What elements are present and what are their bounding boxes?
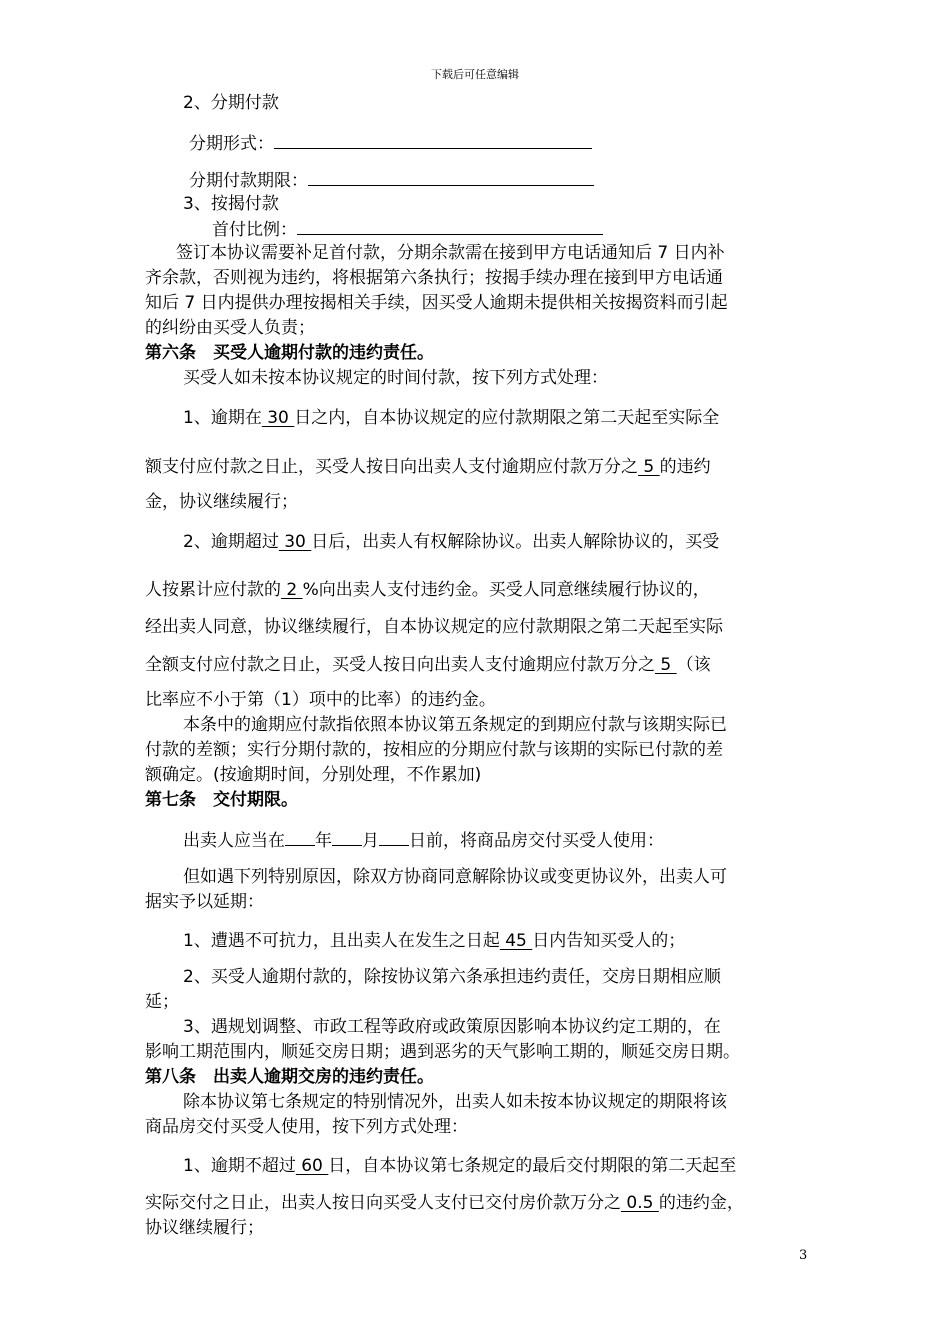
paragraph-line: 知后 7 日内提供办理按揭相关手续，因买受人逾期未提供相关按揭资料而引起 xyxy=(145,293,728,313)
paragraph-line: 商品房交付买受人使用，按下列方式处理： xyxy=(145,1117,468,1137)
paragraph-line: 延； xyxy=(145,992,179,1012)
down-payment-line xyxy=(212,218,603,241)
paragraph-line: 2、买受人逾期付款的，除按协议第六条承担违约责任，交房日期相应顺 xyxy=(183,967,721,987)
section-item-installment: 2、分期付款 xyxy=(183,93,279,113)
text: 日内告知买受人的； xyxy=(532,931,686,951)
text: 日之内，自本协议规定的应付款期限之第二天起至实际全 xyxy=(294,408,720,428)
text: 日后，出卖人有权解除协议。出卖人解除协议的，买受 xyxy=(311,532,720,552)
blank-line xyxy=(274,132,592,149)
text: 2、逾期超过 xyxy=(183,532,279,552)
section-item-mortgage: 3、按揭付款 xyxy=(183,194,279,214)
text: 额支付应付款之日止，买受人按日向出卖人支付逾期应付款万分之 xyxy=(145,457,638,477)
day-blank xyxy=(379,829,409,846)
filled-value: 5 xyxy=(638,457,660,477)
filled-value: 0.5 xyxy=(621,1193,659,1213)
paragraph-line: 据实予以延期： xyxy=(145,892,264,912)
paragraph-line: 额确定。(按逾期时间，分别处理，不作累加) xyxy=(145,765,482,785)
year-blank xyxy=(285,829,315,846)
paragraph-line: 的纠纷由买受人负责； xyxy=(145,318,315,338)
paragraph-line xyxy=(183,930,685,952)
text: 出卖人应当在 xyxy=(183,831,285,851)
installment-form-line xyxy=(189,132,592,155)
text: （该 xyxy=(676,655,711,675)
paragraph-line: 3、遇规划调整、市政工程等政府或政策原因影响本协议约定工期的，在 xyxy=(183,1017,721,1037)
label: 分期形式： xyxy=(189,134,274,154)
filled-value: 45 xyxy=(499,931,533,951)
paragraph-line: 经出卖人同意，协议继续履行，自本协议规定的应付款期限之第二天起至实际 xyxy=(145,617,723,637)
label: 分期付款期限： xyxy=(189,171,308,191)
article-6-heading: 第六条 买受人逾期付款的违约责任。 xyxy=(145,343,434,363)
paragraph-line xyxy=(183,1155,736,1177)
article-8-heading: 第八条 出卖人逾期交房的违约责任。 xyxy=(145,1067,434,1087)
paragraph-line: 金，协议继续履行； xyxy=(145,492,298,512)
label: 首付比例： xyxy=(212,220,297,240)
month-blank xyxy=(332,829,362,846)
text: %向出卖人支付违约金。买受人同意继续履行协议的， xyxy=(302,580,710,600)
blank-line xyxy=(297,218,603,235)
paragraph-line: 签订本协议需要补足首付款，分期余款需在接到甲方电话通知后 7 日内补 xyxy=(176,243,725,263)
paragraph-line xyxy=(145,1192,744,1214)
text: 1、遭遇不可抗力，且出卖人在发生之日起 xyxy=(183,931,500,951)
paragraph-line xyxy=(145,654,711,676)
paragraph-line xyxy=(145,456,711,478)
page-number: 3 xyxy=(799,1248,808,1263)
paragraph-line: 本条中的逾期应付款指依照本协议第五条规定的到期应付款与该期实际已 xyxy=(183,715,727,735)
paragraph-line xyxy=(145,579,710,601)
installment-term-line xyxy=(189,169,594,192)
text: 全额支付应付款之日止，买受人按日向出卖人支付逾期应付款万分之 xyxy=(145,655,655,675)
text: 1、逾期不超过 xyxy=(183,1156,296,1176)
filled-value: 60 xyxy=(295,1156,329,1176)
paragraph-line: 付款的差额；实行分期付款的，按相应的分期应付款与该期的实际已付款的差 xyxy=(145,740,723,760)
paragraph-line: 协议继续履行； xyxy=(145,1218,264,1238)
filled-value: 2 xyxy=(281,580,303,600)
blank-line xyxy=(308,169,594,186)
paragraph-line xyxy=(183,531,719,553)
paragraph-line: 影响工期范围内，顺延交房日期；遇到恶劣的天气影响工期的，顺延交房日期。 xyxy=(145,1042,740,1062)
text: 实际交付之日止，出卖人按日向买受人支付已交付房价款万分之 xyxy=(145,1193,621,1213)
text: 日前，将商品房交付买受人使用： xyxy=(409,831,664,851)
paragraph-line: 但如遇下列特别原因，除双方协商同意解除协议或变更协议外，出卖人可 xyxy=(183,867,727,887)
paragraph-line xyxy=(183,407,719,429)
text: 的违约 xyxy=(659,457,711,477)
paragraph-line: 比率应不小于第（1）项中的比率）的违约金。 xyxy=(145,690,496,710)
text: 人按累计应付款的 xyxy=(145,580,281,600)
text: 的违约金， xyxy=(658,1193,744,1213)
text: 年 xyxy=(315,831,332,851)
article-7-heading: 第七条 交付期限。 xyxy=(145,790,298,810)
paragraph-line: 齐余款，否则视为违约，将根据第六条执行；按揭手续办理在接到甲方电话通 xyxy=(145,268,723,288)
text: 日，自本协议第七条规定的最后交付期限的第二天起至 xyxy=(328,1156,737,1176)
text: 月 xyxy=(362,831,379,851)
text: 1、逾期在 xyxy=(183,408,262,428)
delivery-date-line xyxy=(183,829,664,852)
paragraph-line: 买受人如未按本协议规定的时间付款，按下列方式处理： xyxy=(183,368,608,388)
paragraph-line: 除本协议第七条规定的特别情况外，出卖人如未按本协议规定的期限将该 xyxy=(183,1092,727,1112)
page-header: 下载后可任意编辑 xyxy=(431,68,519,81)
filled-value: 30 xyxy=(261,408,295,428)
filled-value: 30 xyxy=(278,532,312,552)
filled-value: 5 xyxy=(655,655,677,675)
